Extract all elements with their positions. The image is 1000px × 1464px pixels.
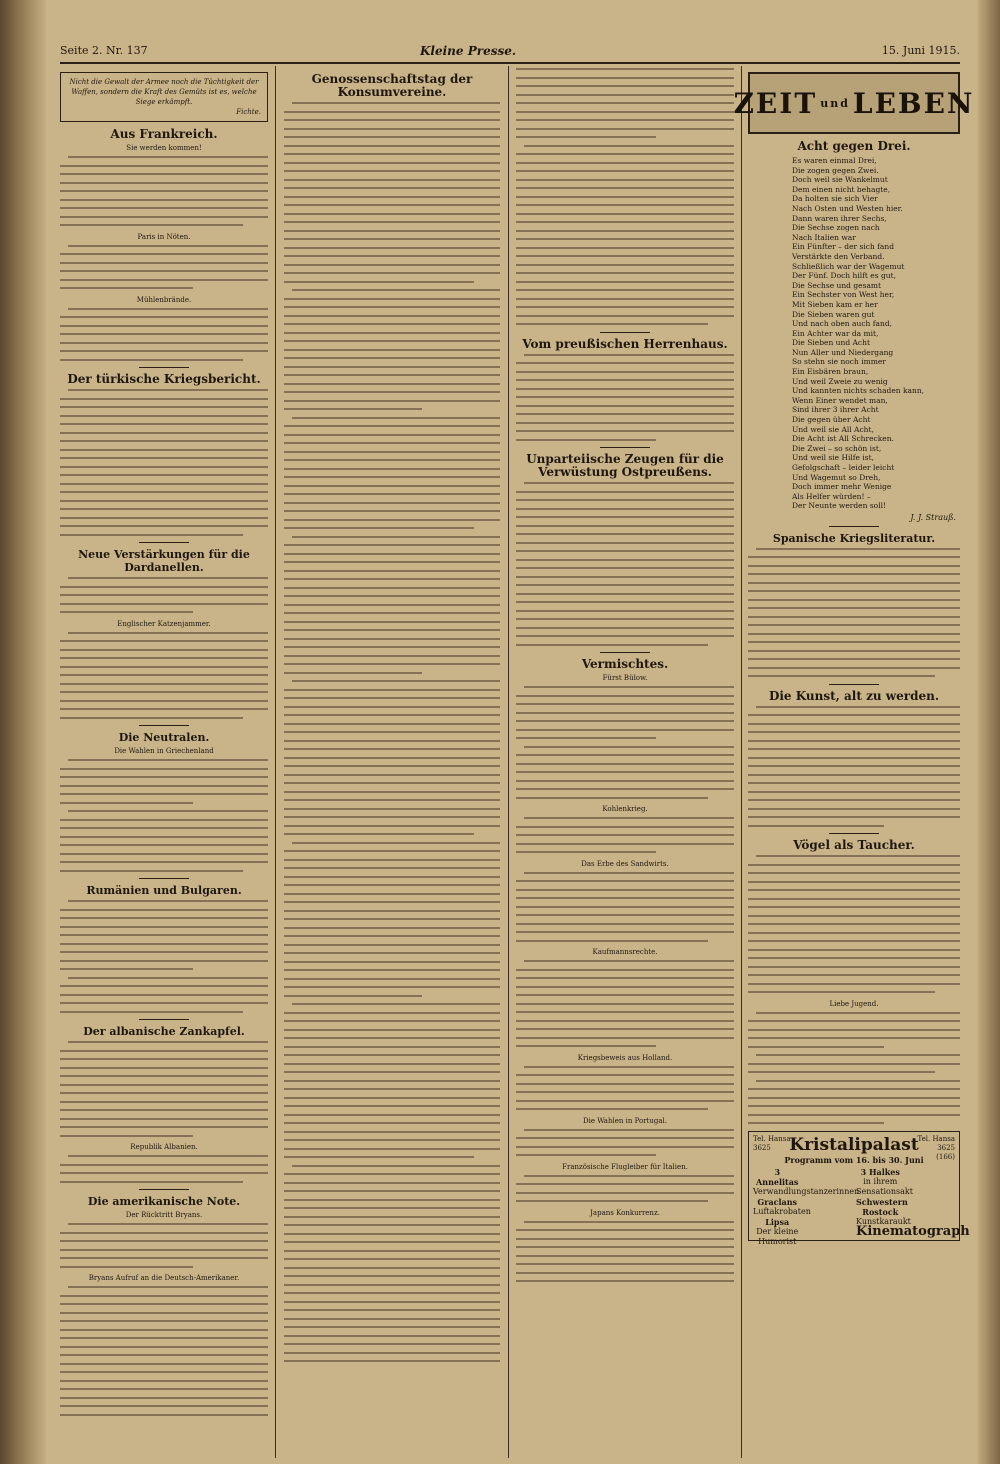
logo-word-zeit: ZEIT	[733, 86, 818, 120]
article-body	[60, 245, 268, 290]
separator	[829, 526, 879, 527]
poem-line: Es waren einmal Drei,	[792, 156, 877, 165]
poem-line: Die zogen gegen Zwei.	[792, 165, 879, 175]
page-number: Seite 2. Nr. 137	[60, 44, 148, 57]
poem-line: Die Sechse zogen nach	[792, 223, 880, 233]
ad-program: Programm vom 16. bis 30. Juni	[784, 1154, 924, 1165]
separator	[600, 332, 650, 333]
kristallpalast-advertisement	[748, 1131, 970, 1246]
poem-line: Da holten sie sich Vier	[792, 194, 878, 204]
headline-tuerkischer-kriegsbericht: Der türkische Kriegsbericht.	[67, 372, 261, 386]
poem-line: Der Neunte werden soll!	[792, 501, 886, 511]
poem-line: Gefolgschaft – leider leicht	[792, 463, 895, 472]
poem-line: Und weil Zweie zu wenig	[792, 376, 888, 386]
subheadline: Die Wahlen in Portugal.	[583, 1116, 667, 1125]
headline-neutralen: Die Neutralen.	[118, 731, 210, 744]
subheadline: Kohlenkrieg.	[602, 805, 648, 813]
article-body	[516, 872, 734, 942]
subheadline: Japans Konkurrenz.	[590, 1208, 660, 1217]
column-1	[60, 68, 268, 1458]
logo-word-und: und	[820, 96, 850, 110]
headline-verwuestung-ostpreussens: Unparteiische Zeugen für die Verwüstung Ostpreußens.	[526, 452, 724, 479]
poem-line: Und weil sie Hilfe ist,	[792, 453, 875, 463]
subheadline: Sie werden kommen!	[126, 144, 202, 152]
poem-line: Als Helfer würden! –	[792, 491, 871, 501]
column-3	[516, 68, 734, 1458]
ad-acts	[753, 1166, 970, 1247]
headline-preussisches-herrenhaus: Vom preußischen Herrenhaus.	[522, 336, 728, 351]
ad-acts-left: 3 Annelitas Verwandlungstanzerinnen Graclans Luftakrobaten Lipsa Der kleine Humorist	[753, 1166, 860, 1246]
article-body	[748, 706, 960, 827]
subheadline: Republik Albanien.	[130, 1143, 198, 1151]
column-2	[284, 68, 500, 1458]
header-rule	[60, 62, 960, 64]
motto-box	[60, 72, 268, 122]
logo-word-leben: LEBEN	[852, 86, 975, 120]
article-body	[516, 1129, 734, 1157]
separator	[139, 1189, 189, 1190]
headline-albanischer-zankapfel: Der albanische Zankapfel.	[83, 1025, 245, 1038]
article-body	[60, 1223, 268, 1268]
article-body	[60, 389, 268, 536]
poem-line: Und nach oben auch fand,	[792, 319, 893, 329]
article-body	[60, 1041, 268, 1137]
headline-spanische-kriegsliteratur: Spanische Kriegsliteratur.	[772, 531, 936, 545]
poem-line: Wenn Einer wendet man,	[792, 395, 888, 405]
headline-amerikanische-note: Die amerikanische Note.	[87, 1195, 241, 1208]
column-4	[733, 68, 975, 1458]
poem-line: Mit Sieben kam er her	[792, 299, 878, 309]
separator	[139, 725, 189, 726]
separator	[829, 833, 879, 834]
headline-acht-gegen-drei: Acht gegen Drei.	[797, 139, 911, 153]
article-body	[516, 817, 734, 853]
subheadline: Englischer Katzenjammer.	[117, 619, 211, 628]
subheadline: Liebe Jugend.	[829, 999, 879, 1008]
poem-line: So stehn sie noch immer	[792, 357, 886, 367]
poem-line: Nach Italien war	[792, 232, 856, 242]
poem-line: Doch immer mehr Wenige	[792, 482, 892, 492]
column-divider	[741, 66, 742, 1458]
poem-line: Ein Achter war da mit,	[792, 328, 879, 338]
motto-author: Fichte.	[236, 108, 261, 116]
article-body	[284, 102, 500, 1362]
poem-line: Und weil sie All Acht,	[792, 424, 874, 434]
subheadline: Der Rücktritt Bryans.	[125, 1211, 203, 1219]
subheadline: Französische Flugleiber für Italien.	[562, 1162, 688, 1171]
poem-line: Schließlich war der Wagemut	[792, 261, 905, 271]
poem-line: Ein Eisbären braun,	[792, 367, 869, 377]
article-body	[60, 900, 268, 1013]
article-body	[748, 1012, 960, 1125]
ad-phone-right: Tel. Hansa 3625 (166)	[917, 1134, 955, 1161]
motto-text: Nicht die Gewalt der Armee noch die Tüchtigkeit der Waffen, sondern die Kraft des Gemüts ist es, welche Siege erkämpft.	[69, 78, 259, 106]
article-body	[516, 1175, 734, 1203]
subheadline: Fürst Bülow.	[602, 674, 648, 682]
poem	[748, 156, 960, 511]
headline-aus-frankreich: Aus Frankreich.	[110, 127, 218, 141]
subheadline: Bryans Aufruf an die Deutsch-Amerikaner.	[88, 1274, 240, 1282]
headline-vermischtes: Vermischtes.	[581, 657, 669, 671]
poem-line: Die Sieben und Acht	[792, 338, 870, 348]
page-right-edge	[978, 0, 1000, 1464]
book-binding-edge	[0, 0, 46, 1464]
issue-date: 15. Juni 1915.	[881, 44, 960, 57]
ad-acts-right: 3 Halkes in ihrem Sensationsakt Schwestern Rostock Kunstkaraukt Kinematograph	[856, 1166, 970, 1239]
separator	[139, 1019, 189, 1020]
poem-line: Dem einen nicht behagte,	[792, 184, 891, 194]
poem-line: Die Zwei – so schön ist,	[792, 443, 882, 453]
poem-line: Nun Aller und Niedergang	[792, 347, 894, 357]
poem-line: Und kannten nichts schaden kann,	[792, 386, 925, 396]
headline-dardanellen: Neue Verstärkungen für die Dardanellen.	[78, 548, 250, 574]
article-body	[60, 308, 268, 361]
article-body	[516, 1221, 734, 1283]
poem-line: Sind ihrer 3 ihrer Acht	[792, 405, 879, 415]
article-body	[60, 577, 268, 613]
ad-title: Kristalipalast	[789, 1134, 919, 1155]
subheadline: Das Erbe des Sandwirts.	[581, 859, 669, 868]
poem-line: Die gegen über Acht	[792, 415, 871, 425]
separator	[139, 542, 189, 543]
article-body	[748, 855, 960, 993]
newspaper-title: Kleine Presse.	[420, 44, 517, 58]
poem-line: Doch weil sie Wankelmut	[792, 175, 888, 185]
headline-genossenschaftstag: Genossenschaftstag der Konsumvereine.	[311, 72, 473, 99]
article-body	[516, 482, 734, 646]
article-body	[516, 1066, 734, 1111]
poem-line: Und Wagemut so Dreh,	[792, 472, 881, 482]
poem-line: Verstärkte den Verband.	[792, 251, 885, 261]
headline-voegel-als-taucher: Vögel als Taucher.	[793, 838, 915, 853]
separator	[600, 447, 650, 448]
page-header	[60, 44, 960, 62]
separator	[829, 684, 879, 685]
subheadline: Die Wahlen in Griechenland	[114, 747, 214, 755]
subheadline: Mühlenbrände.	[136, 295, 192, 304]
article-body	[60, 1155, 268, 1183]
article-body	[60, 632, 268, 719]
poem-author: J. J. Strauß.	[910, 512, 956, 522]
article-body	[60, 1286, 268, 1416]
separator	[600, 652, 650, 653]
subheadline: Paris in Nöten.	[137, 232, 191, 241]
article-body	[516, 686, 734, 799]
separator	[139, 878, 189, 879]
subheadline: Kaufmannsrechte.	[592, 948, 658, 956]
poem-line: Dann waren ihrer Sechs,	[792, 213, 887, 223]
article-body	[516, 960, 734, 1047]
headline-kunst-alt-zu-werden: Die Kunst, alt zu werden.	[768, 688, 940, 703]
separator	[139, 367, 189, 368]
poem-line: Nach Osten und Westen hier.	[792, 203, 903, 213]
poem-line: Die Sieben waren gut	[792, 309, 875, 319]
poem-line: Der Fünf. Doch hilft es gut,	[792, 271, 897, 281]
subheadline: Kriegsbeweis aus Holland.	[577, 1053, 673, 1062]
poem-line: Die Acht ist All Schrecken.	[792, 434, 894, 444]
poem-line: Die Sechse und gesamt	[792, 280, 882, 290]
zeit-und-leben-logo	[733, 72, 975, 134]
ad-phone-left: Tel. Hansa 3625	[753, 1134, 791, 1152]
column-divider	[275, 66, 276, 1458]
poem-line: Ein Sechster von West her,	[792, 290, 895, 300]
article-body	[60, 156, 268, 226]
headline-rumaenien-bulgaren: Rumänien und Bulgaren.	[86, 884, 242, 897]
article-body	[60, 759, 268, 872]
article-body	[748, 548, 960, 678]
article-body	[516, 68, 734, 325]
column-divider	[508, 66, 509, 1458]
article-body	[516, 354, 734, 441]
poem-line: Ein Fünfter – der sich fand	[792, 242, 895, 252]
